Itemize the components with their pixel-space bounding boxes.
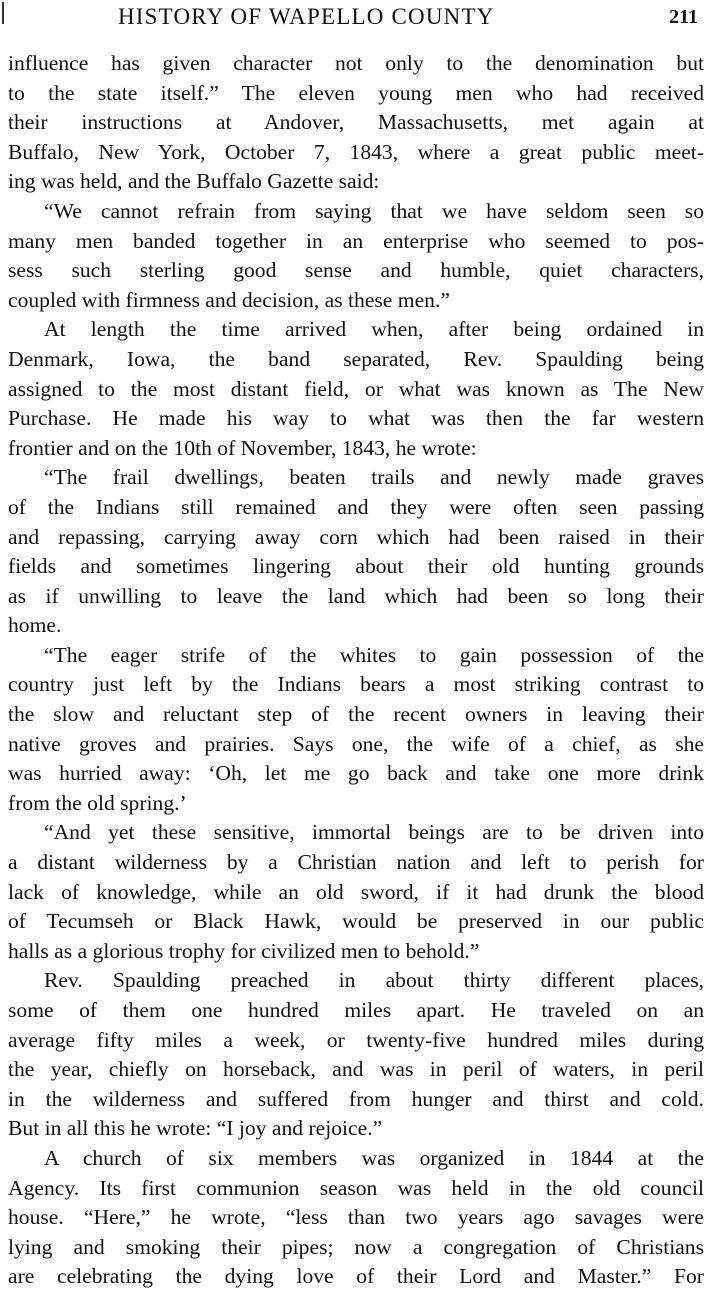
text-line: the year, chiefly on horseback, and was in peril of waters, in peril — [8, 1057, 704, 1082]
text-line: “We cannot refrain from saying that we have seldom seen so — [44, 198, 704, 223]
text-line: house. “Here,” he wrote, “less than two years ago savages were — [8, 1205, 704, 1230]
text-line: in the wilderness and suffered from hunger and thirst and cold. — [8, 1086, 704, 1111]
text-line: from the old spring.’ — [8, 790, 187, 815]
text-line: a distant wilderness by a Christian nation and left to perish for — [8, 850, 704, 875]
text-line: many men banded together in an enterprise who seemed to pos- — [8, 228, 704, 253]
page-header — [0, 2, 712, 32]
text-line: Rev. Spaulding preached in about thirty different places, — [44, 968, 704, 993]
text-line: was hurried away: ‘Oh, let me go back and take one more drink — [8, 761, 704, 786]
text-line: of Tecumseh or Black Hawk, would be preserved in our public — [8, 909, 704, 934]
text-line: of the Indians still remained and they were often seen passing — [8, 494, 704, 519]
body-text — [8, 49, 704, 1292]
paragraph — [8, 966, 704, 1144]
text-line: ing was held, and the Buffalo Gazette said: — [8, 169, 380, 194]
text-line: their instructions at Andover, Massachusetts, met again at — [8, 110, 704, 135]
text-line: and repassing, carrying away corn which had been raised in their — [8, 524, 704, 549]
text-line: average fifty miles a week, or twenty-five hundred miles during — [8, 1027, 704, 1052]
text-line: “And yet these sensitive, immortal beings are to be driven into — [44, 820, 704, 845]
text-line: influence has given character not only to the denomination but — [8, 51, 704, 75]
text-line: “The frail dwellings, beaten trails and newly made graves — [44, 465, 704, 490]
text-line: lack of knowledge, while an old sword, if it had drunk the blood — [8, 879, 704, 904]
text-line: “The eager strife of the whites to gain possession of the — [44, 642, 704, 667]
text-line: Denmark, Iowa, the band separated, Rev. Spaulding being — [8, 346, 704, 371]
text-line: A church of six members was organized in 1844 at the — [44, 1145, 704, 1170]
paragraph — [8, 463, 704, 641]
paragraph — [8, 197, 704, 315]
text-line: assigned to the most distant field, or what was known as The New — [8, 376, 704, 401]
text-line: Agency. Its first communion season was held in the old council — [8, 1175, 704, 1200]
text-line: to the state itself.” The eleven young men who had received — [8, 80, 704, 105]
text-line: But in all this he wrote: “I joy and rejoice.” — [8, 1116, 383, 1141]
paragraph — [8, 818, 704, 966]
paragraph — [8, 49, 704, 197]
text-line: fields and sometimes lingering about their old hunting grounds — [8, 554, 704, 579]
text-line: as if unwilling to leave the land which had been so long their — [8, 583, 704, 608]
text-line: the slow and reluctant step of the recent owners in leaving their — [8, 702, 704, 727]
page-number: 211 — [669, 6, 698, 28]
text-line: country just left by the Indians bears a most striking contrast to — [8, 672, 704, 697]
text-line: lying and smoking their pipes; now a congregation of Christians — [8, 1234, 704, 1259]
text-line: Purchase. He made his way to what was then the far western — [8, 406, 704, 431]
text-line: native groves and prairies. Says one, the wife of a chief, as she — [8, 731, 704, 756]
paragraph — [8, 641, 704, 819]
text-line: coupled with firmness and decision, as these men.” — [8, 287, 450, 312]
text-line: home. — [8, 613, 62, 638]
paragraph — [8, 315, 704, 463]
text-line: sess such sterling good sense and humble, quiet characters, — [8, 258, 704, 283]
text-line: halls as a glorious trophy for civilized men to behold.” — [8, 938, 480, 963]
paragraph — [8, 1144, 704, 1292]
text-line: At length the time arrived when, after being ordained in — [44, 317, 704, 342]
text-line: some of them one hundred miles apart. He traveled on an — [8, 998, 704, 1022]
running-head: HISTORY OF WAPELLO COUNTY — [118, 4, 495, 29]
text-line: are celebrating the dying love of their Lord and Master.” For — [8, 1264, 704, 1289]
text-line: Buffalo, New York, October 7, 1843, where a great public meet- — [8, 139, 704, 164]
page-edge-mark — [2, 2, 4, 24]
text-line: frontier and on the 10th of November, 1843, he wrote: — [8, 435, 477, 460]
